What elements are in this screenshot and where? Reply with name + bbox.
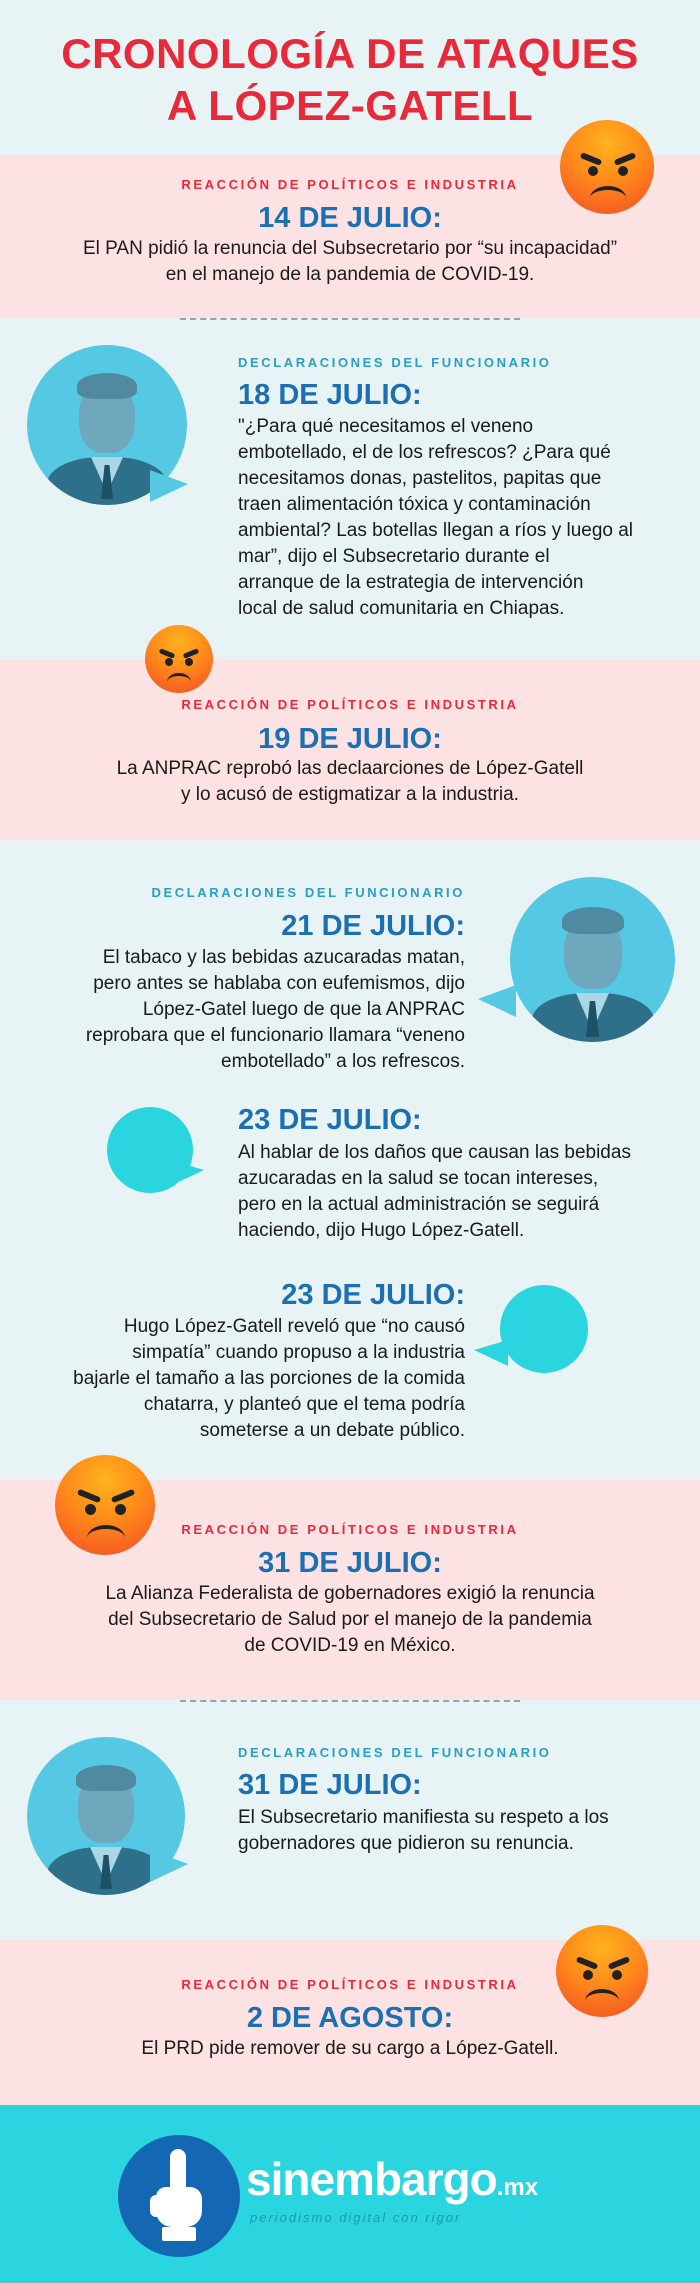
speech-bubble-icon	[500, 1285, 588, 1373]
page-title	[0, 28, 700, 132]
entry-body: El Subsecretario manifiesta su respeto a los gobernadores que pidieron su renuncia.	[238, 1807, 609, 1854]
entry-body: "¿Para qué necesitamos el veneno embotellado, el de los refrescos? ¿Para qué necesitamos donas, pastelitos, papitas que traen alimentación tóxica y contaminación ambiental? Las botellas llegan a ríos y luego al mar”, dijo el Subsecretario durante el arranque de la estrategia de intervención local de salud comunitaria en Chiapas.	[238, 416, 634, 619]
entry-date: 31 DE JULIO:	[258, 1547, 442, 1579]
entry-kicker: REACCIÓN DE POLÍTICOS E INDUSTRIA	[181, 177, 519, 192]
entry-kicker: DECLARACIONES DEL FUNCIONARIO	[238, 355, 552, 370]
angry-emoji-icon	[55, 1455, 155, 1555]
entry-body: El PAN pidió la renuncia del Subsecretario por “su incapacidad” en el manejo de la pandemia de COVID-19.	[82, 238, 618, 285]
entry-body: Hugo López-Gatell reveló que “no causó simpatía” cuando propuso a la industria bajarle el tamaño a las porciones de la comida chatarra, y planteó que el tema podría someterse a un debate público.	[73, 1316, 465, 1441]
brand-tagline: periodismo digital con rigor	[250, 2210, 462, 2225]
angry-emoji-icon	[560, 120, 654, 214]
pointing-finger-logo-icon	[118, 2135, 240, 2257]
entry-date: 2 DE AGOSTO:	[246, 2002, 454, 2034]
portrait-icon	[510, 877, 675, 1042]
dashed-separator	[180, 318, 520, 320]
speech-bubble-tail	[150, 1850, 188, 1882]
entry-date: 14 DE JULIO:	[258, 202, 442, 234]
brand-logo-text[interactable]: sinembargo.mx	[246, 2153, 539, 2205]
title-line-1: CRONOLOGÍA DE ATAQUES	[61, 30, 639, 77]
entry-body: El tabaco y las bebidas azucaradas matan, pero antes se hablaba con eufemismos, dijo López-Gatel luego de que la ANPRAC reprobara que el funcionario llamara “veneno embotellado” a los refrescos.	[85, 947, 465, 1072]
entry-kicker: REACCIÓN DE POLÍTICOS E INDUSTRIA	[181, 1522, 519, 1537]
speech-bubble-tail	[478, 985, 516, 1017]
entry-date: 21 DE JULIO:	[281, 910, 465, 942]
speech-bubble-tail	[170, 1160, 204, 1186]
speech-bubble-tail	[150, 470, 188, 502]
entry-kicker: REACCIÓN DE POLÍTICOS E INDUSTRIA	[181, 1977, 519, 1992]
entry-body: La ANPRAC reprobó las declaarciones de López-Gatell y lo acusó de estigmatizar a la industria.	[116, 758, 584, 805]
entry-body: El PRD pide remover de su cargo a López-Gatell.	[141, 2038, 559, 2059]
entry-body: La Alianza Federalista de gobernadores exigió la renuncia del Subsecretario de Salud por el manejo de la pandemia de COVID-19 en México.	[105, 1583, 595, 1656]
entry-date: 23 DE JULIO:	[281, 1279, 465, 1311]
title-line-2: A LÓPEZ-GATELL	[166, 82, 534, 129]
entry-kicker: REACCIÓN DE POLÍTICOS E INDUSTRIA	[181, 697, 519, 712]
dashed-separator	[180, 1700, 520, 1702]
entry-date: 18 DE JULIO:	[238, 379, 422, 411]
angry-emoji-icon	[145, 625, 213, 693]
entry-date: 23 DE JULIO:	[238, 1104, 422, 1136]
entry-kicker: DECLARACIONES DEL FUNCIONARIO	[151, 885, 465, 900]
speech-bubble-tail	[474, 1340, 508, 1366]
entry-body: Al hablar de los daños que causan las bebidas azucaradas en la salud se tocan intereses, pero en la actual administración se seguirá haciendo, dijo Hugo López-Gatell.	[238, 1142, 631, 1241]
entry-date: 31 DE JULIO:	[238, 1769, 422, 1801]
entry-date: 19 DE JULIO:	[258, 723, 442, 755]
entry-kicker: DECLARACIONES DEL FUNCIONARIO	[238, 1745, 552, 1760]
